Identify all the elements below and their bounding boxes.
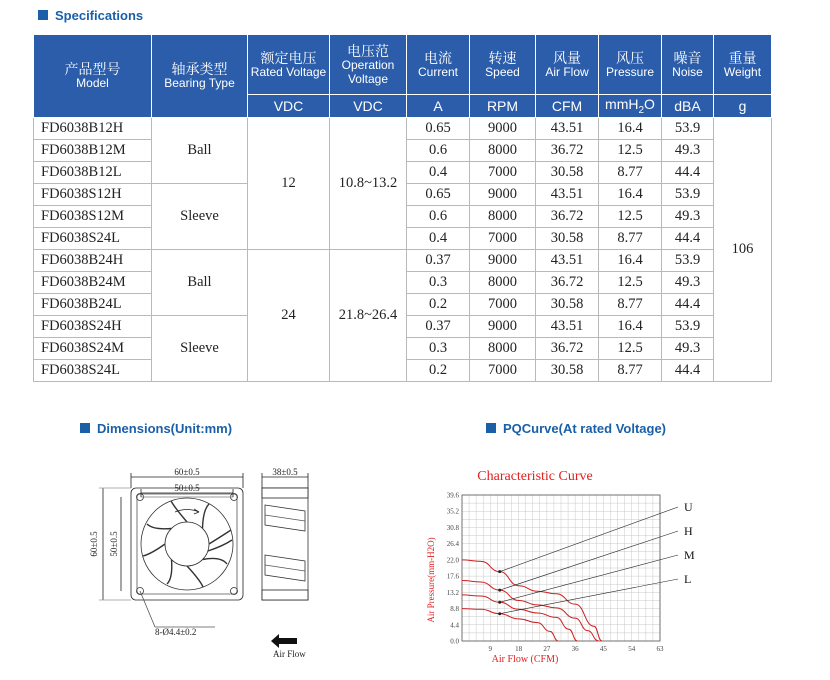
pressure-cell: 12.5 xyxy=(599,206,662,228)
voltage-range-cell: 10.8~13.2 xyxy=(330,118,407,250)
noise-cell: 44.4 xyxy=(662,228,714,250)
current-cell: 0.37 xyxy=(407,316,470,338)
pressure-cell: 8.77 xyxy=(599,360,662,382)
speed-cell: 9000 xyxy=(470,118,536,140)
header-weight: 重量 Weight xyxy=(714,35,772,95)
flow-cell: 43.51 xyxy=(536,316,599,338)
y-tick-label: 8.8 xyxy=(450,605,459,614)
y-tick-label: 39.6 xyxy=(446,491,459,500)
model-cell: FD6038S12M xyxy=(34,206,152,228)
flow-cell: 43.51 xyxy=(536,118,599,140)
pressure-cell: 16.4 xyxy=(599,184,662,206)
noise-cell: 49.3 xyxy=(662,272,714,294)
pressure-cell: 8.77 xyxy=(599,162,662,184)
series-label-l: L xyxy=(684,572,692,586)
table-row xyxy=(34,118,772,140)
header-operation-voltage: 电压范 Operation Voltage xyxy=(330,35,407,95)
noise-cell: 44.4 xyxy=(662,294,714,316)
current-cell: 0.3 xyxy=(407,338,470,360)
mounting-holes xyxy=(137,494,238,595)
model-cell: FD6038S12H xyxy=(34,184,152,206)
section-marker-icon xyxy=(80,423,90,433)
noise-cell: 49.3 xyxy=(662,140,714,162)
y-axis-label: Air Pressure(mm-H2O) xyxy=(426,537,436,623)
weight-cell: 106 xyxy=(714,118,772,382)
leader-line xyxy=(500,531,678,590)
height-outer-label: 60±0.5 xyxy=(89,531,99,557)
dimension-drawing xyxy=(75,455,335,665)
x-tick-label: 45 xyxy=(599,645,607,653)
model-cell: FD6038S24M xyxy=(34,338,152,360)
series-label-m: M xyxy=(684,548,695,562)
header-current: 电流 Current xyxy=(407,35,470,95)
speed-cell: 9000 xyxy=(470,184,536,206)
noise-cell: 53.9 xyxy=(662,118,714,140)
speed-cell: 8000 xyxy=(470,338,536,360)
unit-cell: RPM xyxy=(470,95,536,118)
unit-cell: A xyxy=(407,95,470,118)
y-tick-label: 22.0 xyxy=(446,556,459,565)
flow-cell: 36.72 xyxy=(536,338,599,360)
model-cell: FD6038B24M xyxy=(34,272,152,294)
leader-dot xyxy=(498,601,501,604)
dimensions-heading: Dimensions(Unit:mm) xyxy=(97,421,233,436)
rated-voltage-cell: 12 xyxy=(248,118,330,250)
pressure-cell: 16.4 xyxy=(599,316,662,338)
current-cell: 0.3 xyxy=(407,272,470,294)
series-label-h: H xyxy=(684,524,693,538)
speed-cell: 9000 xyxy=(470,250,536,272)
table-row xyxy=(34,250,772,272)
x-tick-label: 18 xyxy=(515,645,523,653)
x-tick-label: 54 xyxy=(628,645,636,653)
header-rated-voltage: 额定电压 Rated Voltage xyxy=(248,35,330,95)
y-tick-label: 4.4 xyxy=(450,621,459,630)
speed-cell: 9000 xyxy=(470,316,536,338)
flow-cell: 30.58 xyxy=(536,228,599,250)
section-marker-icon xyxy=(486,423,496,433)
x-tick-label: 9 xyxy=(488,645,493,653)
fan-frame-inner xyxy=(137,494,237,594)
current-cell: 0.4 xyxy=(407,162,470,184)
current-cell: 0.2 xyxy=(407,360,470,382)
series-label-u: U xyxy=(684,500,693,514)
fan-side-view xyxy=(262,488,308,600)
model-cell: FD6038B24H xyxy=(34,250,152,272)
current-cell: 0.6 xyxy=(407,140,470,162)
rated-voltage-cell: 24 xyxy=(248,250,330,382)
bearing-cell: Ball xyxy=(152,118,248,184)
flow-cell: 43.51 xyxy=(536,184,599,206)
y-tick-labels xyxy=(447,492,460,646)
noise-cell: 53.9 xyxy=(662,316,714,338)
x-axis-label: Air Flow (CFM) xyxy=(491,654,559,665)
header-row xyxy=(34,35,772,95)
pressure-cell: 8.77 xyxy=(599,294,662,316)
pressure-cell: 12.5 xyxy=(599,338,662,360)
header-model: 产品型号 Model xyxy=(34,35,152,118)
flow-cell: 30.58 xyxy=(536,162,599,184)
pressure-cell: 16.4 xyxy=(599,118,662,140)
speed-cell: 7000 xyxy=(470,228,536,250)
speed-cell: 7000 xyxy=(470,294,536,316)
y-tick-label: 35.2 xyxy=(446,507,459,516)
leader-dot xyxy=(498,570,501,573)
pq-chart xyxy=(420,455,720,670)
model-cell: FD6038S24L xyxy=(34,360,152,382)
pqcurve-heading: PQCurve(At rated Voltage) xyxy=(503,421,667,436)
x-tick-label: 63 xyxy=(656,645,664,653)
current-cell: 0.65 xyxy=(407,118,470,140)
noise-cell: 53.9 xyxy=(662,250,714,272)
model-cell: FD6038B24L xyxy=(34,294,152,316)
model-cell: FD6038B12M xyxy=(34,140,152,162)
x-tick-label: 27 xyxy=(543,645,551,653)
unit-cell-pressure: mmH$_2$O xyxy=(599,95,662,118)
x-tick-label: 36 xyxy=(571,645,579,653)
holes-label: 8-Ø4.4±0.2 xyxy=(155,627,197,637)
flow-cell: 43.51 xyxy=(536,250,599,272)
voltage-range-cell: 21.8~26.4 xyxy=(330,250,407,382)
header-bearing: 轴承类型 Bearing Type xyxy=(152,35,248,118)
spec-table xyxy=(33,34,772,382)
current-cell: 0.2 xyxy=(407,294,470,316)
noise-cell: 44.4 xyxy=(662,162,714,184)
header-noise: 噪音 Noise xyxy=(662,35,714,95)
chart-title: Characteristic Curve xyxy=(477,469,593,484)
model-cell: FD6038S24H xyxy=(34,316,152,338)
flow-cell: 36.72 xyxy=(536,206,599,228)
impeller-icon xyxy=(141,498,233,590)
airflow-label: Air Flow xyxy=(273,649,306,659)
flow-cell: 36.72 xyxy=(536,140,599,162)
pressure-cell: 8.77 xyxy=(599,228,662,250)
y-tick-label: 0.0 xyxy=(450,637,459,646)
airflow-arrow-icon xyxy=(271,634,297,648)
depth-label: 38±0.5 xyxy=(272,467,298,477)
speed-cell: 8000 xyxy=(470,206,536,228)
y-tick-label: 26.4 xyxy=(446,540,459,549)
speed-cell: 7000 xyxy=(470,360,536,382)
header-speed: 转速 Speed xyxy=(470,35,536,95)
model-cell: FD6038B12H xyxy=(34,118,152,140)
flow-cell: 30.58 xyxy=(536,294,599,316)
model-cell: FD6038S24L xyxy=(34,228,152,250)
pressure-cell: 16.4 xyxy=(599,250,662,272)
y-tick-label: 13.2 xyxy=(446,588,459,597)
unit-cell: CFM xyxy=(536,95,599,118)
pressure-cell: 12.5 xyxy=(599,272,662,294)
speed-cell: 8000 xyxy=(470,140,536,162)
speed-cell: 7000 xyxy=(470,162,536,184)
leader-dot xyxy=(498,612,501,615)
series-labels xyxy=(498,500,695,615)
unit-cell: dBA xyxy=(662,95,714,118)
leader-dot xyxy=(498,589,501,592)
specifications-heading: Specifications xyxy=(55,8,144,23)
unit-cell: VDC xyxy=(330,95,407,118)
flow-cell: 30.58 xyxy=(536,360,599,382)
header-pressure: 风压 Pressure xyxy=(599,35,662,95)
flow-cell: 36.72 xyxy=(536,272,599,294)
header-airflow: 风量 Air Flow xyxy=(536,35,599,95)
current-cell: 0.4 xyxy=(407,228,470,250)
y-tick-label: 17.6 xyxy=(446,572,459,581)
speed-cell: 8000 xyxy=(470,272,536,294)
current-cell: 0.65 xyxy=(407,184,470,206)
noise-cell: 53.9 xyxy=(662,184,714,206)
pressure-cell: 12.5 xyxy=(599,140,662,162)
bearing-cell: Sleeve xyxy=(152,316,248,382)
width-inner-label: 50±0.5 xyxy=(174,483,200,493)
noise-cell: 49.3 xyxy=(662,206,714,228)
height-inner-label: 50±0.5 xyxy=(109,531,119,557)
y-tick-label: 30.8 xyxy=(446,523,459,532)
model-cell: FD6038B12L xyxy=(34,162,152,184)
section-marker-icon xyxy=(38,10,48,20)
unit-cell: g xyxy=(714,95,772,118)
x-tick-labels xyxy=(489,645,664,653)
unit-cell: VDC xyxy=(248,95,330,118)
width-outer-label: 60±0.5 xyxy=(174,467,200,477)
noise-cell: 49.3 xyxy=(662,338,714,360)
bearing-cell: Sleeve xyxy=(152,184,248,250)
noise-cell: 44.4 xyxy=(662,360,714,382)
bearing-cell: Ball xyxy=(152,250,248,316)
current-cell: 0.37 xyxy=(407,250,470,272)
current-cell: 0.6 xyxy=(407,206,470,228)
spec-table-body xyxy=(34,118,772,382)
